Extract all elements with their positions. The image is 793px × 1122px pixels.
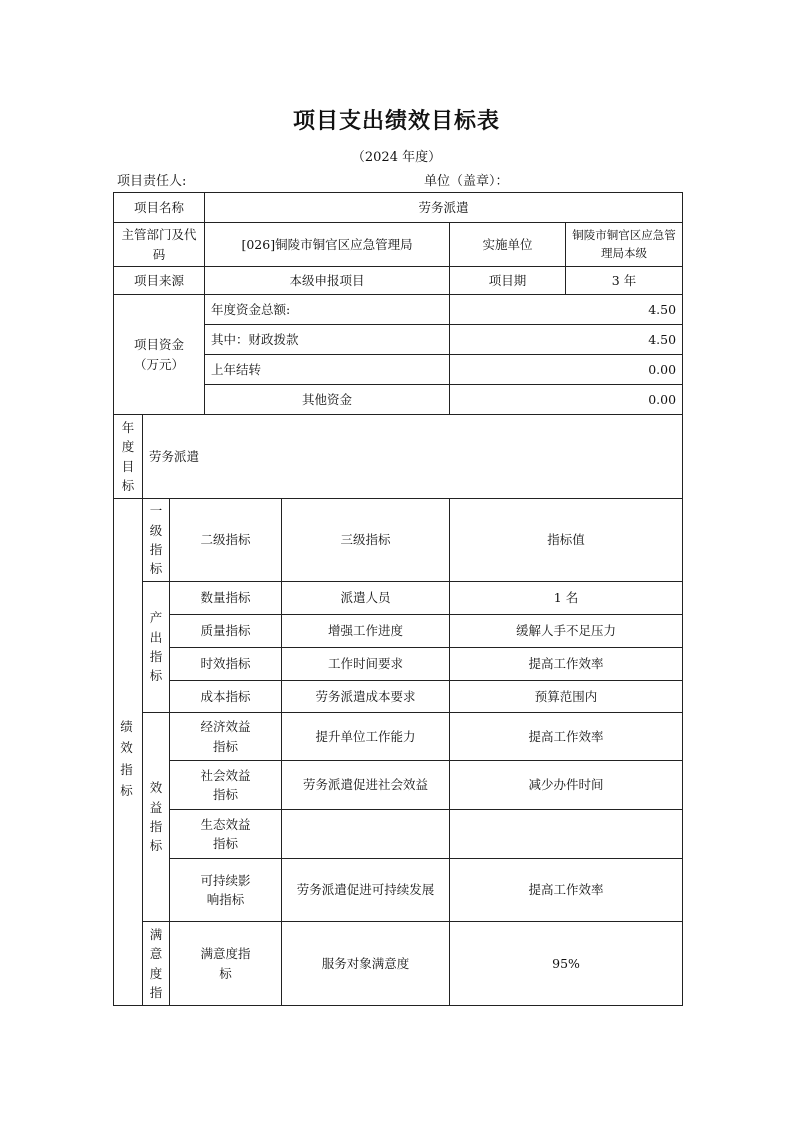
benefit-l2-1-text: 经济效益指标 (200, 719, 251, 754)
output-l2-4: 成本指标 (170, 681, 282, 713)
project-name-value: 劳务派遣 (205, 193, 683, 223)
output-l2-1: 数量指标 (170, 582, 282, 615)
indicator-row (114, 713, 683, 761)
benefit-l2-4 (170, 859, 282, 922)
row-project-name (114, 193, 683, 223)
performance-target-table (113, 192, 683, 1006)
output-label (143, 582, 170, 713)
output-v-3: 提高工作效率 (450, 648, 683, 681)
indicator-row (114, 859, 683, 922)
level2-header: 二级指标 (170, 499, 282, 582)
benefit-l3-3 (282, 810, 450, 859)
row-indicator-header (114, 499, 683, 582)
performance-label-text: 绩效指标 (120, 719, 133, 798)
benefit-l2-2-text: 社会效益指标 (200, 767, 251, 802)
benefit-l2-3-text: 生态效益指标 (200, 816, 251, 851)
indicator-row (114, 582, 683, 615)
annual-goal-label (114, 415, 143, 499)
benefit-v-1: 提高工作效率 (450, 713, 683, 761)
benefit-l3-4: 劳务派遣促进可持续发展 (282, 859, 450, 922)
unit-seal-label: 单位（盖章）： (424, 174, 509, 189)
benefit-l3-1: 提升单位工作能力 (282, 713, 450, 761)
funds-other-label: 其他资金 (205, 385, 450, 415)
value-header: 指标值 (450, 499, 683, 582)
satisfaction-v-1: 95% (450, 922, 683, 1006)
benefit-l2-1 (170, 713, 282, 761)
output-l2-3: 时效指标 (170, 648, 282, 681)
benefit-l2-2 (170, 761, 282, 810)
output-l3-3: 工作时间要求 (282, 648, 450, 681)
row-annual-goal (114, 415, 683, 499)
output-l3-4: 劳务派遣成本要求 (282, 681, 450, 713)
funds-total-value: 4.50 (450, 295, 683, 325)
funds-fiscal-value: 4.50 (450, 325, 683, 355)
annual-goal-label-text: 年度目标 (121, 419, 135, 493)
annual-goal-value: 劳务派遣 (143, 415, 683, 499)
output-l3-1: 派遣人员 (282, 582, 450, 615)
satisfaction-l2-1 (170, 922, 282, 1006)
row-dept (114, 223, 683, 267)
page-title: 项目支出绩效目标表 (292, 109, 500, 134)
indicator-row (114, 648, 683, 681)
impl-unit-label: 实施单位 (450, 223, 566, 267)
funds-total-label: 年度资金总额: (205, 295, 450, 325)
source-label: 项目来源 (114, 267, 205, 295)
project-name-label: 项目名称 (114, 193, 205, 223)
satisfaction-label-text: 满意度指 (149, 926, 163, 1000)
year-label: （2024 年度） (351, 150, 442, 165)
satisfaction-l3-1: 服务对象满意度 (282, 922, 450, 1006)
period-label: 项目期 (450, 267, 566, 295)
benefit-v-3 (450, 810, 683, 859)
responsible-person-label: 项目责任人: (117, 174, 187, 189)
benefit-v-2: 减少办件时间 (450, 761, 683, 810)
benefit-v-4: 提高工作效率 (450, 859, 683, 922)
output-label-text: 产出指标 (149, 610, 163, 684)
row-source (114, 267, 683, 295)
indicator-row (114, 761, 683, 810)
indicator-row (114, 810, 683, 859)
indicator-row (114, 681, 683, 713)
row-funds-total (114, 295, 683, 325)
indicator-row (114, 922, 683, 1006)
funds-carryover-label: 上年结转 (205, 355, 450, 385)
level1-header (143, 499, 170, 582)
benefit-l2-4-text: 可持续影响指标 (200, 872, 251, 907)
output-l3-2: 增强工作进度 (282, 615, 450, 648)
benefit-label (143, 713, 170, 922)
output-v-2: 缓解人手不足压力 (450, 615, 683, 648)
funds-fiscal-label: 其中：财政拨款 (205, 325, 450, 355)
funds-carryover-value: 0.00 (450, 355, 683, 385)
period-value: 3 年 (566, 267, 683, 295)
dept-label: 主管部门及代码 (114, 223, 205, 267)
benefit-l3-2: 劳务派遣促进社会效益 (282, 761, 450, 810)
funds-other-value: 0.00 (450, 385, 683, 415)
funds-label: 项目资金（万元） (114, 295, 205, 415)
impl-unit-value: 铜陵市铜官区应急管理局本级 (566, 223, 683, 267)
dept-value: [026]铜陵市铜官区应急管理局 (205, 223, 450, 267)
level3-header: 三级指标 (282, 499, 450, 582)
output-v-4: 预算范围内 (450, 681, 683, 713)
satisfaction-label (143, 922, 170, 1006)
satisfaction-l2-1-text: 满意度指标 (200, 946, 251, 981)
benefit-label-text: 效益指标 (149, 780, 163, 854)
output-v-1: 1 名 (450, 582, 683, 615)
output-l2-2: 质量指标 (170, 615, 282, 648)
benefit-l2-3 (170, 810, 282, 859)
indicator-row (114, 615, 683, 648)
level1-header-text: 一级指标 (149, 503, 163, 577)
source-value: 本级申报项目 (205, 267, 450, 295)
